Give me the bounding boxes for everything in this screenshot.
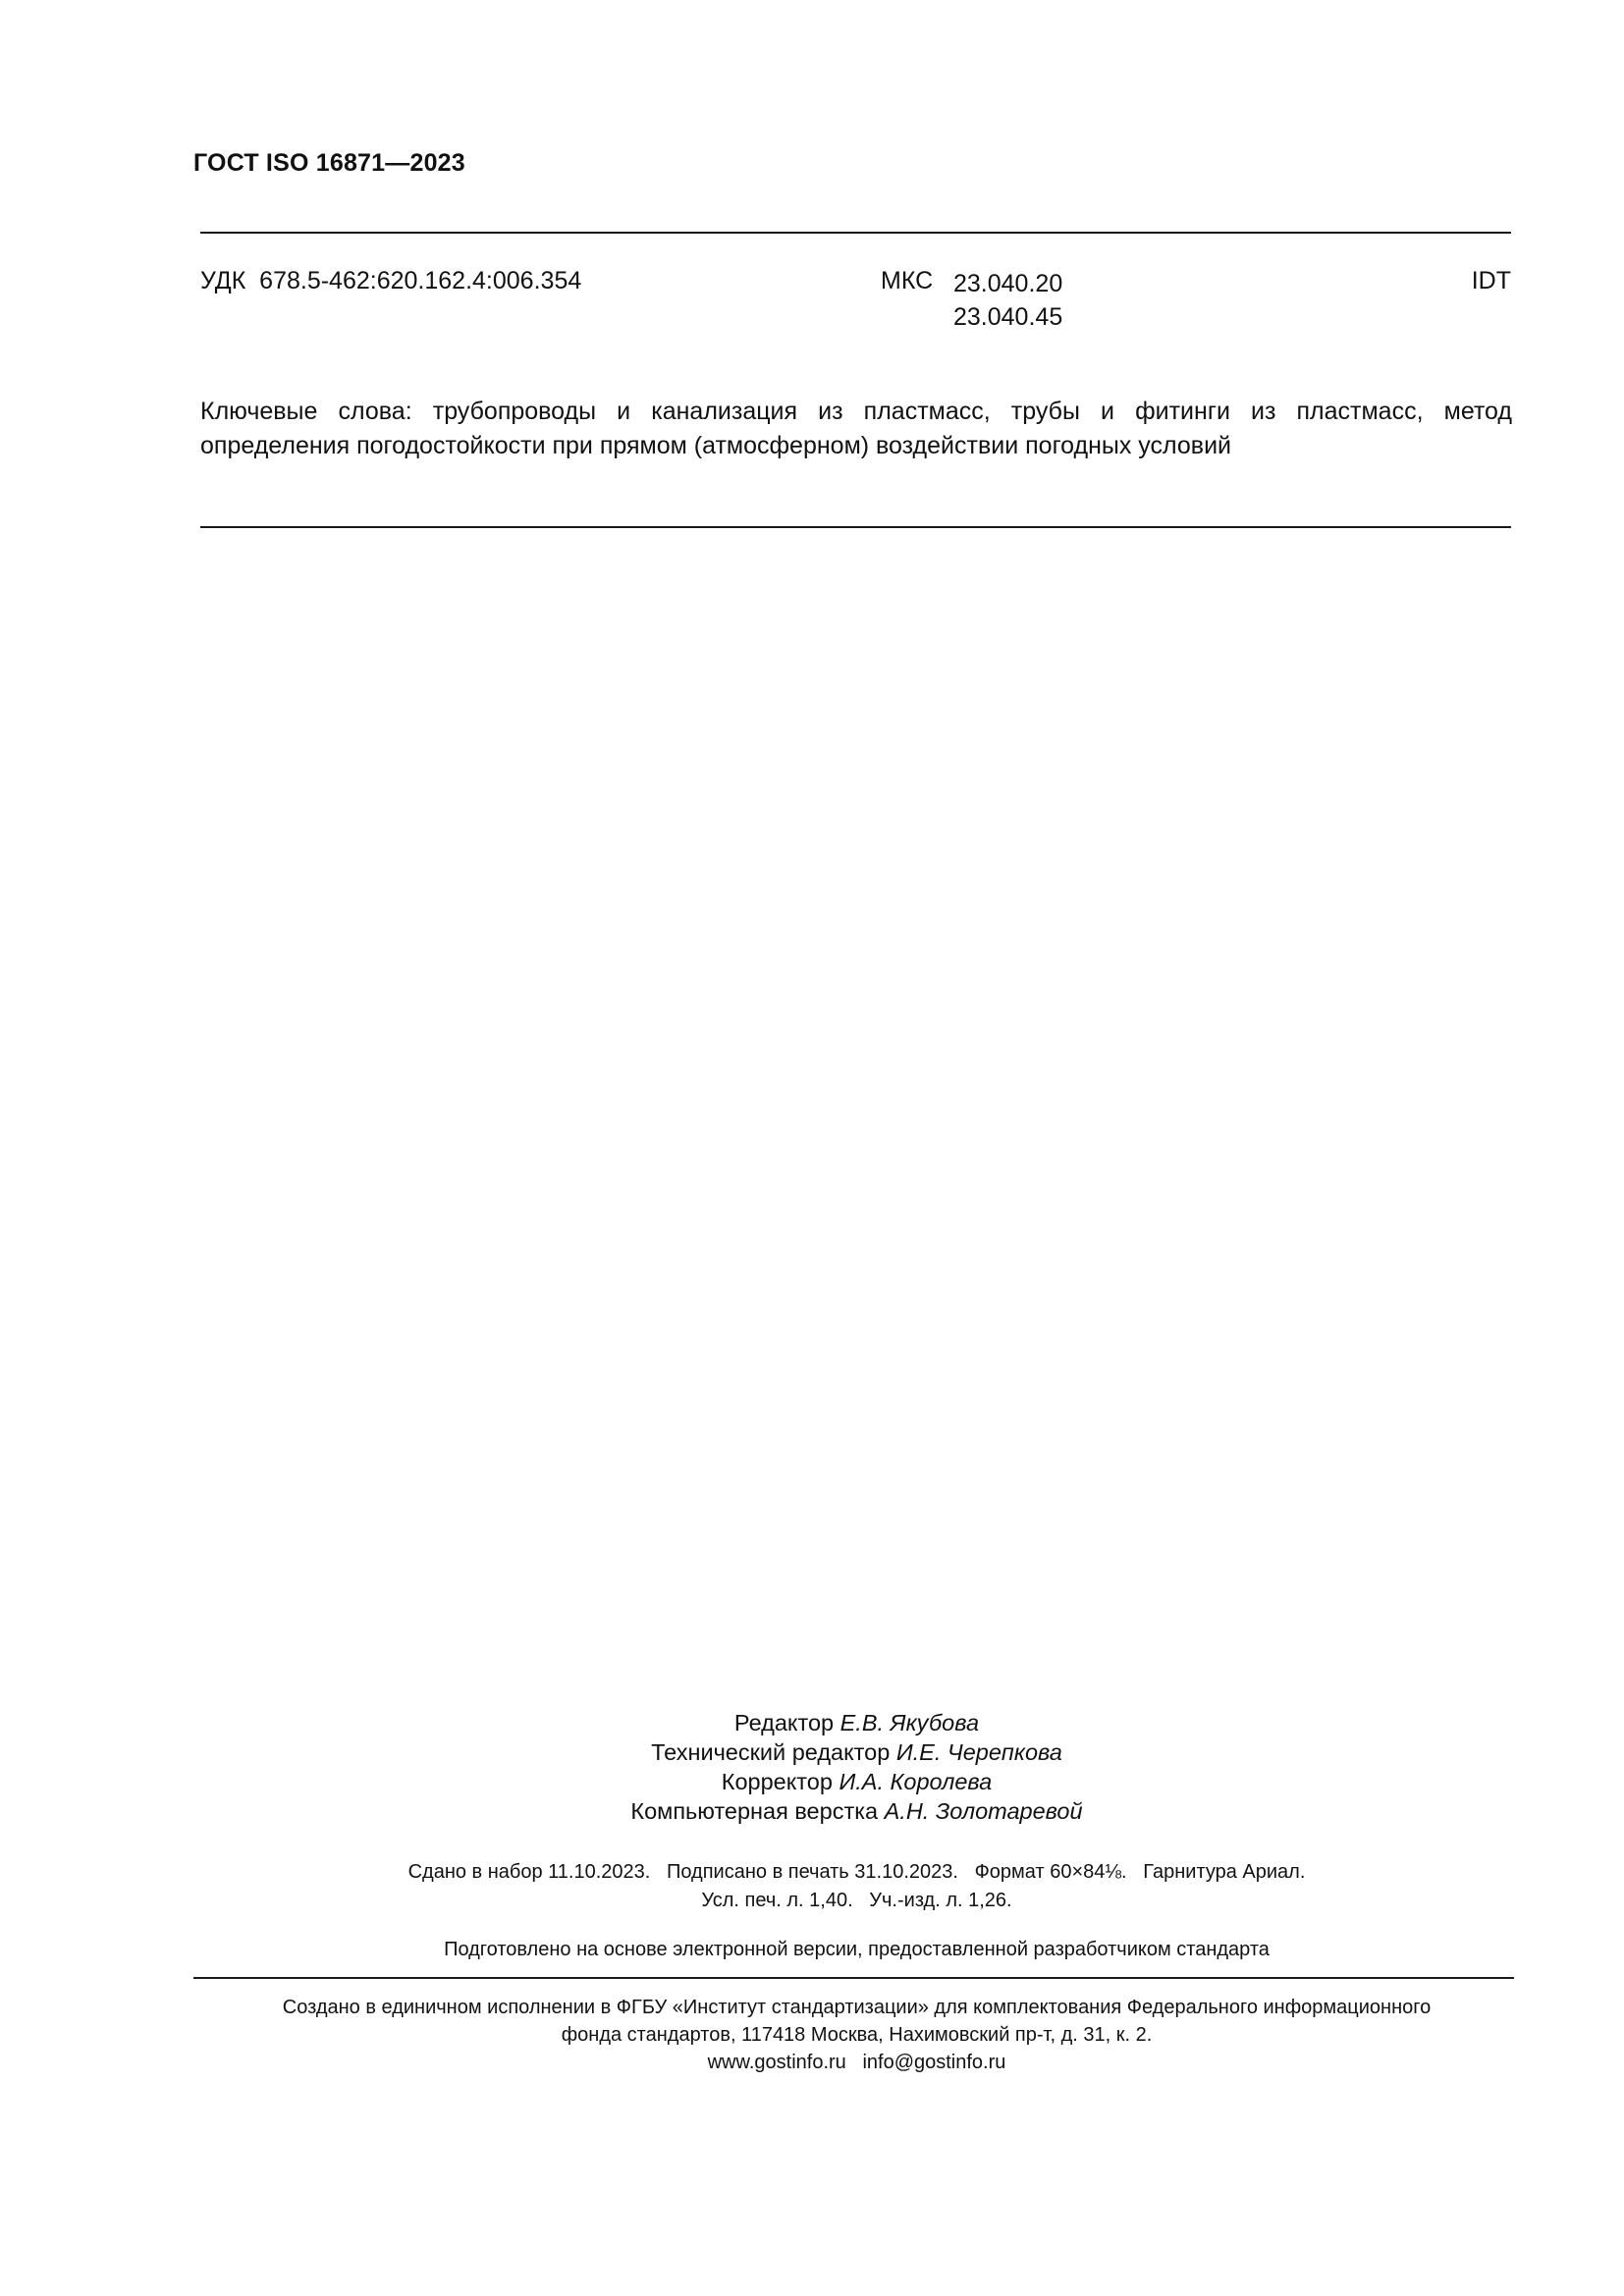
mks-codes [953,267,1062,334]
credit-proofreader [0,1767,1624,1796]
keywords [200,395,1512,463]
created-note [0,1994,1624,2076]
created-line: фонда стандартов, 117418 Москва, Нахимовский пр-т, д. 31, к. 2. [561,2024,1153,2046]
mks-code: 23.040.45 [953,303,1063,331]
credit-name: Е.В. Якубова [839,1710,980,1735]
credit-layout [0,1796,1624,1826]
credit-name: И.А. Королева [839,1769,993,1794]
credit-editor [0,1708,1624,1737]
credits-block [0,1708,1624,1826]
publication-line: Усл. печ. л. 1,40. Уч.-изд. л. 1,26. [701,1890,1012,1911]
keywords-divider [200,526,1511,528]
document-code: ГОСТ ISO 16871—2023 [193,149,465,177]
udk-value: 678.5-462:620.162.4:006.354 [259,267,582,294]
credit-name: И.Е. Черепкова [895,1739,1062,1765]
top-divider [200,232,1511,234]
credit-tech-editor [0,1737,1624,1767]
udk-classification [200,267,581,295]
keywords-line: определения погодостойкости при прямом (атмосферном) воздействии погодных условий [200,432,1231,459]
created-line: www.gostinfo.ru info@gostinfo.ru [707,2052,1006,2073]
created-line: Создано в единичном исполнении в ФГБУ «Институт стандартизации» для комплектования Федерального информационного [282,1997,1432,2018]
prepared-note: Подготовлено на основе электронной версии, предоставленной разработчиком стандарта [444,1939,1270,1960]
udk-label: УДК [200,267,246,294]
credit-role: Корректор [721,1769,833,1794]
credit-role: Редактор [733,1710,835,1735]
publication-info [0,1858,1624,1915]
footer-divider [193,1977,1514,1979]
credit-role: Компьютерная верстка [630,1798,879,1824]
degree-of-correspondence: IDT [1471,267,1511,294]
credit-name: А.Н. Золотаревой [884,1798,1083,1824]
keywords-line: Ключевые слова: трубопроводы и канализация из пластмасс, трубы и фитинги из пластмасс, метод [200,398,1512,425]
mks-label: МКС [881,267,934,294]
mks-code: 23.040.20 [953,270,1063,297]
credit-role: Технический редактор [651,1739,891,1765]
publication-line: Сдано в набор 11.10.2023. Подписано в печать 31.10.2023. Формат 60×84⅛. Гарнитура Ариал. [407,1861,1306,1883]
